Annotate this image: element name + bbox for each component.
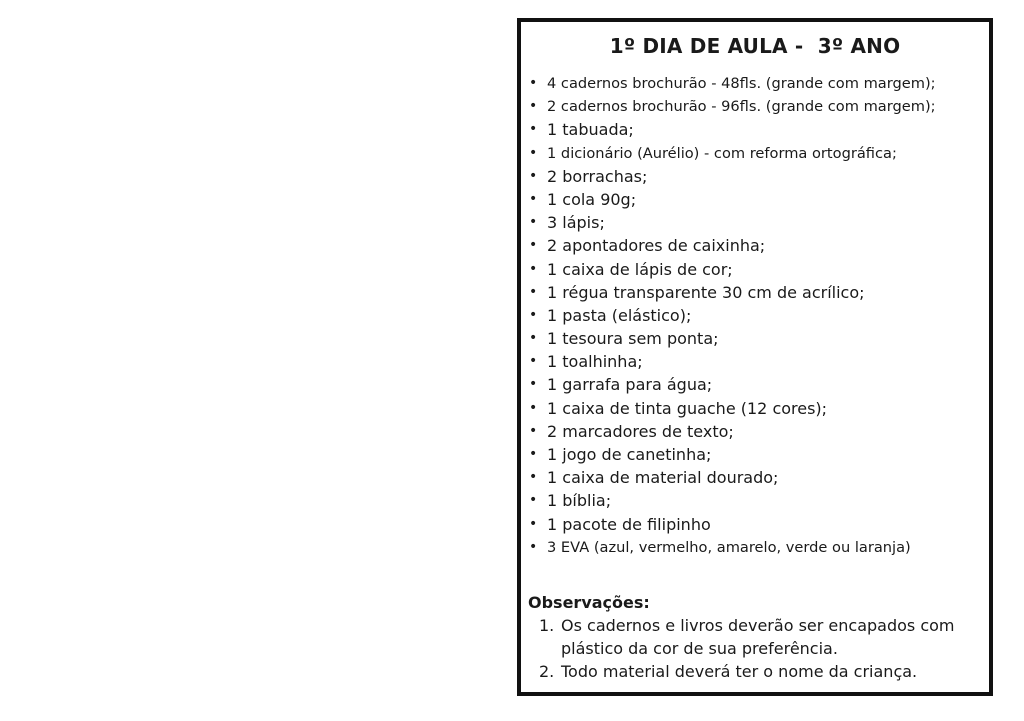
list-item [527, 513, 936, 536]
list-item [527, 373, 936, 396]
list-item-text: 1 caixa de lápis de cor; [547, 259, 733, 279]
list-item-text: 1 garrafa para água; [547, 375, 713, 395]
observations-title: Observações: [528, 593, 650, 612]
list-item [527, 95, 936, 118]
bullet-icon: • [529, 214, 538, 231]
bullet-icon: • [529, 190, 538, 207]
list-item-text: 4 cadernos brochurão - 48fls. (grande com margem); [547, 75, 936, 92]
list-item-text: 2 apontadores de caixinha; [547, 236, 766, 256]
list-item-text: 1 cola 90g; [547, 189, 637, 209]
observation-number: 2. [539, 662, 555, 681]
list-item [527, 489, 936, 512]
list-item [527, 258, 936, 281]
list-item [527, 165, 936, 188]
list-item [527, 466, 936, 489]
observations-list [539, 614, 989, 683]
list-item [527, 281, 936, 304]
supply-list-card [517, 18, 993, 696]
observation-text: Os cadernos e livros deverão ser encapados com plástico da cor de sua preferência. [561, 616, 955, 658]
list-item [527, 327, 936, 350]
bullet-icon: • [529, 144, 538, 161]
list-item-text: 1 tabuada; [547, 120, 634, 140]
list-item-text: 3 EVA (azul, vermelho, amarelo, verde ou laranja) [547, 538, 911, 556]
list-item [527, 118, 936, 141]
list-item [527, 350, 936, 373]
observation-item [539, 614, 989, 660]
list-item [527, 536, 936, 559]
list-item [527, 304, 936, 327]
list-item [527, 72, 936, 95]
bullet-icon: • [529, 237, 538, 254]
list-item-text: 1 toalhinha; [547, 352, 643, 372]
list-item-text: 1 pasta (elástico); [547, 305, 692, 325]
list-item-text: 1 régua transparente 30 cm de acrílico; [547, 282, 865, 302]
bullet-icon: • [529, 353, 538, 370]
list-item-text: 2 cadernos brochurão - 96fls. (grande com margem); [547, 98, 936, 116]
bullet-icon: • [529, 330, 538, 347]
bullet-icon: • [529, 515, 538, 532]
bullet-icon: • [529, 75, 538, 91]
bullet-icon: • [529, 283, 538, 300]
list-item [527, 188, 936, 211]
bullet-icon: • [529, 422, 538, 439]
list-item-text: 1 caixa de material dourado; [547, 468, 779, 488]
list-item [527, 397, 936, 420]
list-item [527, 420, 936, 443]
bullet-icon: • [529, 98, 538, 115]
bullet-icon: • [529, 121, 538, 138]
bullet-icon: • [529, 469, 538, 486]
bullet-icon: • [529, 538, 538, 555]
bullet-icon: • [529, 306, 538, 323]
list-item-text: 1 dicionário (Aurélio) - com reforma ortográfica; [547, 144, 897, 162]
list-item-text: 3 lápis; [547, 213, 605, 233]
bullet-icon: • [529, 446, 538, 462]
list-item-text: 1 jogo de canetinha; [547, 445, 712, 464]
bullet-icon: • [529, 167, 538, 184]
list-item-text: 1 tesoura sem ponta; [547, 329, 719, 349]
bullet-icon: • [529, 492, 538, 509]
observation-item [539, 660, 989, 683]
list-item-text: 2 marcadores de texto; [547, 421, 734, 441]
list-item [527, 142, 936, 165]
bullet-icon: • [529, 399, 538, 416]
observation-text: Todo material deverá ter o nome da criança. [561, 662, 918, 681]
list-item-text: 1 caixa de tinta guache (12 cores); [547, 398, 828, 418]
list-item-text: 1 pacote de filipinho [547, 514, 711, 534]
supply-list [527, 72, 936, 559]
list-item-text: 1 bíblia; [547, 491, 612, 511]
list-item [527, 234, 936, 257]
list-item-text: 2 borrachas; [547, 166, 648, 186]
list-title: 1º DIA DE AULA - 3º ANO [609, 34, 901, 58]
list-item [527, 211, 936, 234]
bullet-icon: • [529, 260, 538, 277]
bullet-icon: • [529, 376, 538, 393]
observation-number: 1. [539, 616, 555, 635]
list-item [527, 443, 936, 466]
